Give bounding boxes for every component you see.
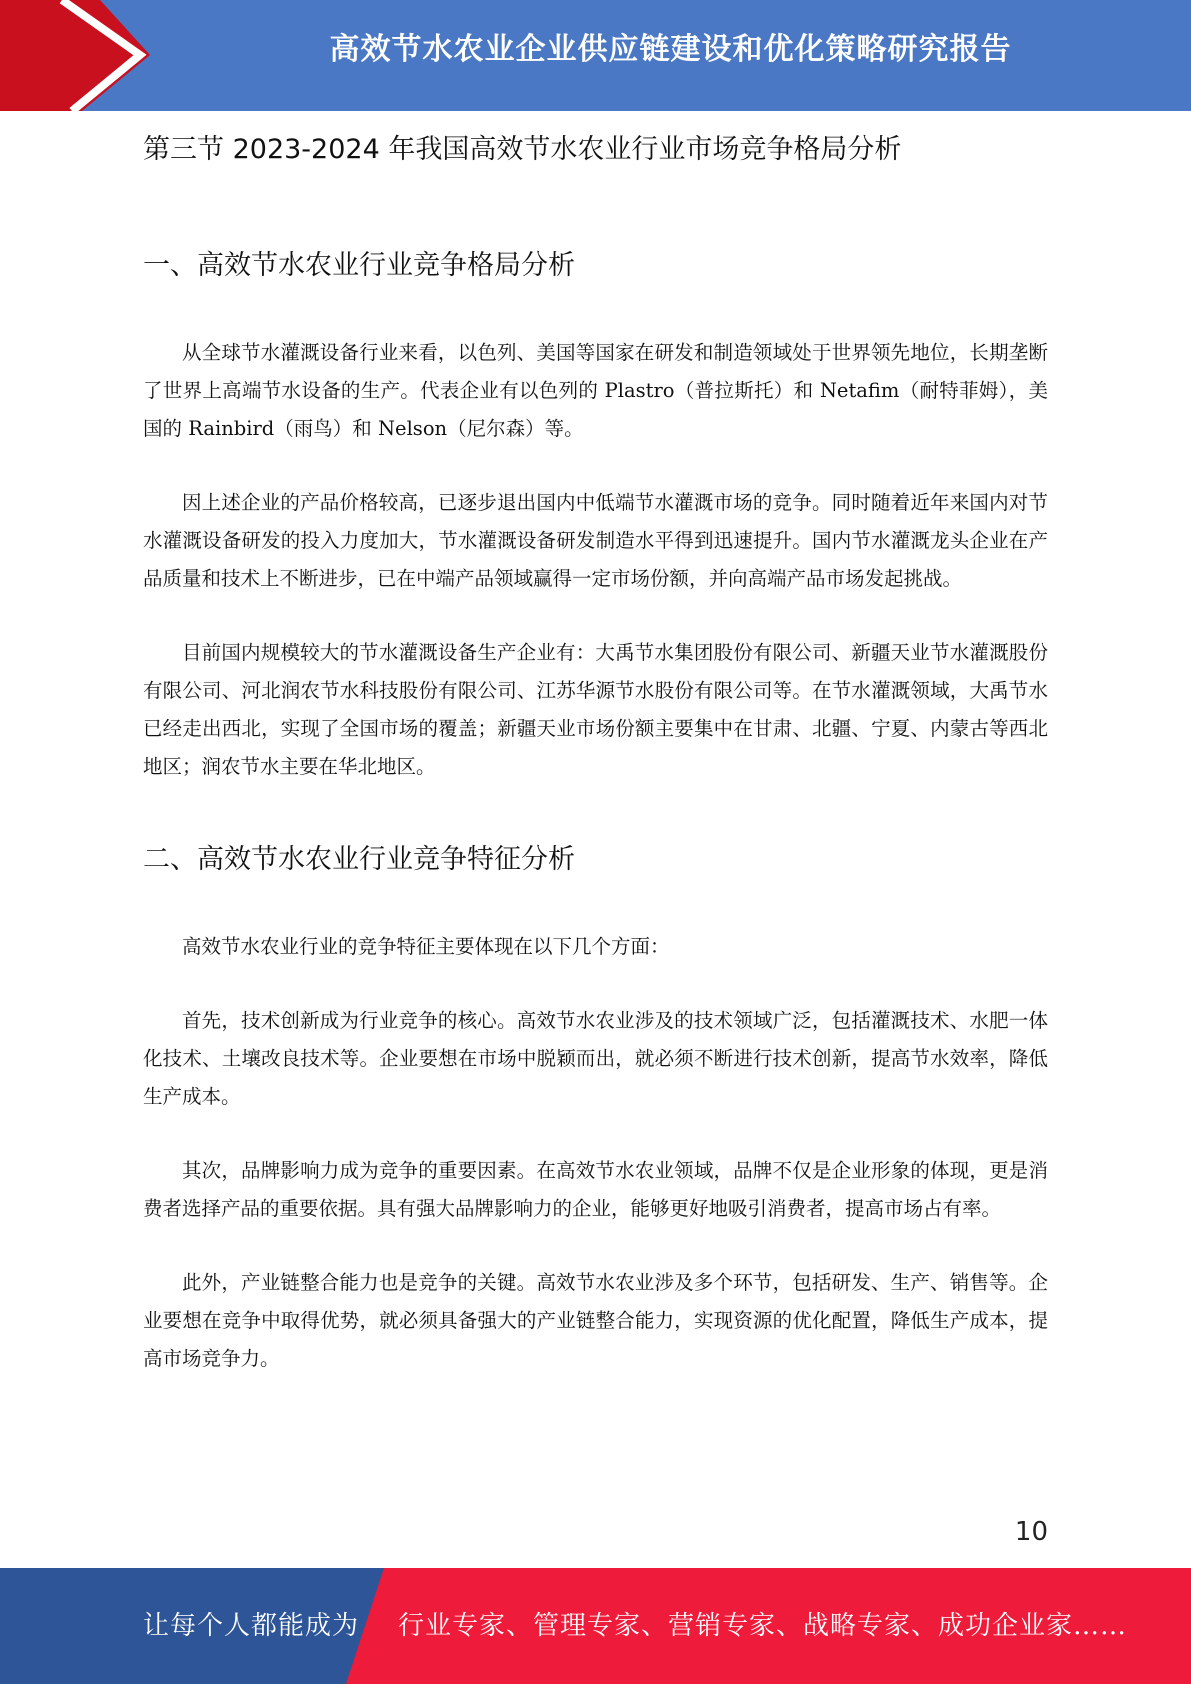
part2-heading: 二、高效节水农业行业竞争特征分析 bbox=[143, 844, 575, 875]
footer-slogan-left: 让每个人都能成为 bbox=[143, 1611, 360, 1641]
paragraph: 从全球节水灌溉设备行业来看，以色列、美国等国家在研发和制造领域处于世界领先地位，长期垄断了世界上高端节水设备的生产。代表企业有以色列的 Plastro（普拉斯托）和 Netafim（耐特菲姆），美国的 Rainbird（雨鸟）和 Nelson（尼尔森）等。 bbox=[143, 341, 1048, 440]
paragraph: 高效节水农业行业的竞争特征主要体现在以下几个方面： bbox=[182, 935, 670, 958]
paragraph: 其次，品牌影响力成为竞争的重要因素。在高效节水农业领域，品牌不仅是企业形象的体现，更是消费者选择产品的重要依据。具有强大品牌影响力的企业，能够更好地吸引消费者，提高市场占有率。 bbox=[143, 1159, 1048, 1220]
report-title: 高效节水农业企业供应链建设和优化策略研究报告 bbox=[329, 32, 1012, 67]
footer-slogan-right: 行业专家、管理专家、营销专家、战略专家、成功企业家…… bbox=[398, 1611, 1128, 1641]
paragraph: 首先，技术创新成为行业竞争的核心。高效节水农业涉及的技术领域广泛，包括灌溉技术、水肥一体化技术、土壤改良技术等。企业要想在市场中脱颖而出，就必须不断进行技术创新，提高节水效率，降低生产成本。 bbox=[143, 1009, 1048, 1108]
page-number: 10 bbox=[1014, 1517, 1048, 1547]
paragraph: 此外，产业链整合能力也是竞争的关键。高效节水农业涉及多个环节，包括研发、生产、销售等。企业要想在竞争中取得优势，就必须具备强大的产业链整合能力，实现资源的优化配置，降低生产成本，提高市场竞争力。 bbox=[143, 1271, 1048, 1370]
header-banner bbox=[0, 0, 1191, 111]
part1-heading: 一、高效节水农业行业竞争格局分析 bbox=[143, 250, 575, 281]
document-body bbox=[143, 110, 1048, 1378]
footer-banner bbox=[0, 1568, 1191, 1684]
paragraph: 因上述企业的产品价格较高，已逐步退出国内中低端节水灌溉市场的竞争。同时随着近年来国内对节水灌溉设备研发的投入力度加大，节水灌溉设备研发制造水平得到迅速提升。国内节水灌溉龙头企业在产品质量和技术上不断进步，已在中端产品领域赢得一定市场份额，并向高端产品市场发起挑战。 bbox=[143, 491, 1048, 590]
section-title: 第三节 2023-2024 年我国高效节水农业行业市场竞争格局分析 bbox=[143, 134, 902, 165]
paragraph: 目前国内规模较大的节水灌溉设备生产企业有：大禹节水集团股份有限公司、新疆天业节水灌溉股份有限公司、河北润农节水科技股份有限公司、江苏华源节水股份有限公司等。在节水灌溉领域，大禹节水已经走出西北，实现了全国市场的覆盖；新疆天业市场份额主要集中在甘肃、北疆、宁夏、内蒙古等西北地区；润农节水主要在华北地区。 bbox=[143, 641, 1048, 778]
red-chevron-decoration bbox=[0, 0, 152, 111]
